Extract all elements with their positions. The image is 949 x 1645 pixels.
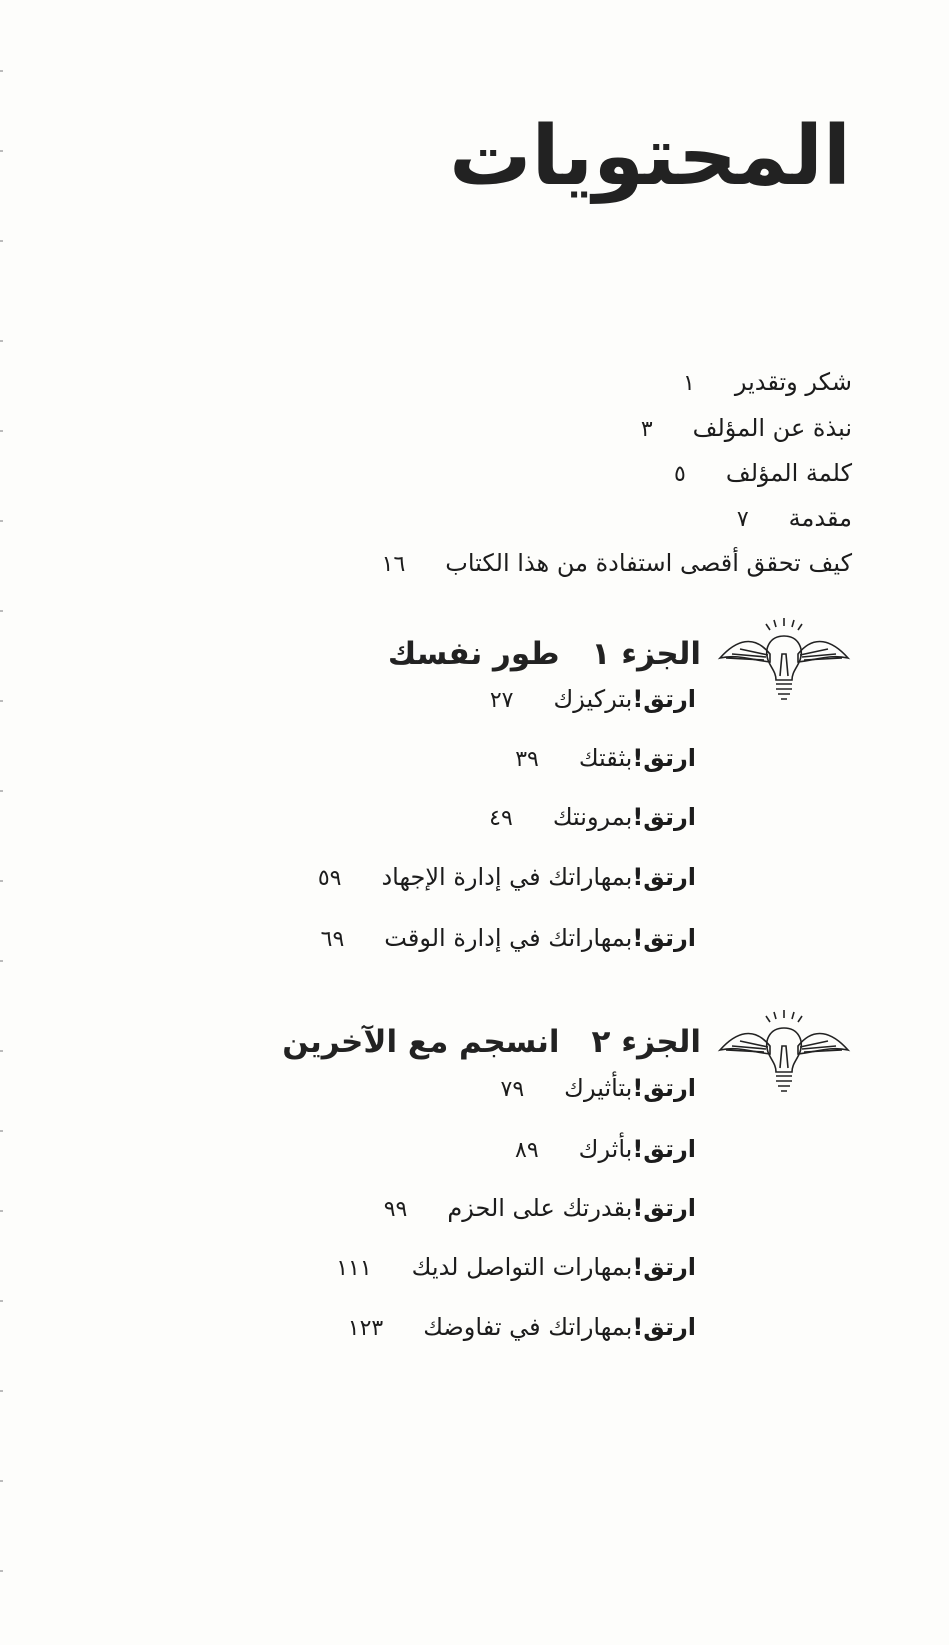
toc-entry: [489, 803, 696, 831]
winged-lightbulb-icon: [714, 1006, 854, 1106]
entry-prefix: ارتق!: [632, 1135, 696, 1163]
entry-label: كلمة المؤلف: [725, 459, 852, 487]
page-edge-marks: [0, 0, 6, 1645]
entry-prefix: ارتق!: [632, 685, 696, 713]
entry-page-number: ٨٩: [515, 1138, 539, 1163]
entry-page-number: ١٦: [381, 552, 406, 577]
entry-page-number: ٧: [736, 507, 749, 532]
entry-label: بمرونتك: [552, 803, 633, 831]
entry-label: بتركيزك: [553, 685, 633, 713]
part-title: طور نفسك: [387, 636, 560, 672]
toc-entry: [318, 863, 696, 891]
toc-entry: [321, 924, 696, 952]
toc-entry: [382, 549, 852, 577]
toc-entry: [737, 504, 852, 532]
toc-entry: [490, 685, 696, 713]
entry-label: شكر وتقدير: [734, 368, 852, 396]
part-title: انسجم مع الآخرين: [282, 1024, 560, 1060]
entry-page-number: ٤٩: [489, 806, 513, 831]
toc-entry: [501, 1074, 696, 1102]
entry-page-number: ١: [683, 371, 695, 396]
toc-entry: [384, 1194, 696, 1222]
entry-page-number: ٦٩: [320, 927, 345, 952]
entry-label: بمهاراتك في تفاوضك: [423, 1313, 633, 1341]
entry-prefix: ارتق!: [632, 863, 696, 891]
entry-page-number: ٥: [674, 462, 686, 487]
entry-page-number: ١٢٣: [347, 1316, 384, 1341]
entry-page-number: ٣٩: [515, 747, 539, 772]
part-number: الجزء ٢: [591, 1024, 701, 1060]
entry-label: مقدمة: [788, 504, 852, 532]
part-number: الجزء ١: [591, 636, 701, 672]
entry-page-number: ١١١: [336, 1256, 372, 1281]
toc-entry: [336, 1253, 696, 1281]
toc-entry: [674, 459, 852, 487]
entry-label: بتأثيرك: [564, 1074, 633, 1102]
entry-prefix: ارتق!: [632, 803, 696, 831]
entry-label: نبذة عن المؤلف: [692, 414, 852, 442]
toc-entry: [683, 368, 852, 396]
entry-label: بمهاراتك في إدارة الوقت: [384, 924, 633, 952]
entry-prefix: ارتق!: [632, 1194, 696, 1222]
toc-entry: [348, 1313, 696, 1341]
entry-label: كيف تحقق أقصى استفادة من هذا الكتاب: [445, 549, 852, 577]
part-heading: [282, 1024, 701, 1060]
entry-label: بمهارات التواصل لديك: [411, 1253, 633, 1281]
entry-prefix: ارتق!: [632, 1074, 696, 1102]
entry-page-number: ٣: [640, 417, 653, 442]
entry-page-number: ٧٩: [500, 1077, 525, 1102]
entry-prefix: ارتق!: [632, 924, 696, 952]
entry-label: بأثرك: [578, 1135, 633, 1163]
part-heading: [388, 636, 701, 672]
entry-prefix: ارتق!: [632, 1253, 696, 1281]
page-title: المحتويات: [449, 109, 851, 204]
entry-label: بقدرتك على الحزم: [447, 1194, 633, 1222]
toc-entry: [641, 414, 852, 442]
entry-label: بمهاراتك في إدارة الإجهاد: [381, 863, 633, 891]
entry-page-number: ٩٩: [383, 1197, 408, 1222]
entry-label: بثقتك: [578, 744, 633, 772]
winged-lightbulb-icon: [714, 614, 854, 714]
entry-page-number: ٥٩: [317, 866, 342, 891]
toc-entry: [515, 744, 696, 772]
entry-prefix: ارتق!: [632, 744, 696, 772]
toc-entry: [515, 1135, 696, 1163]
entry-page-number: ٢٧: [489, 688, 514, 713]
entry-prefix: ارتق!: [632, 1313, 696, 1341]
